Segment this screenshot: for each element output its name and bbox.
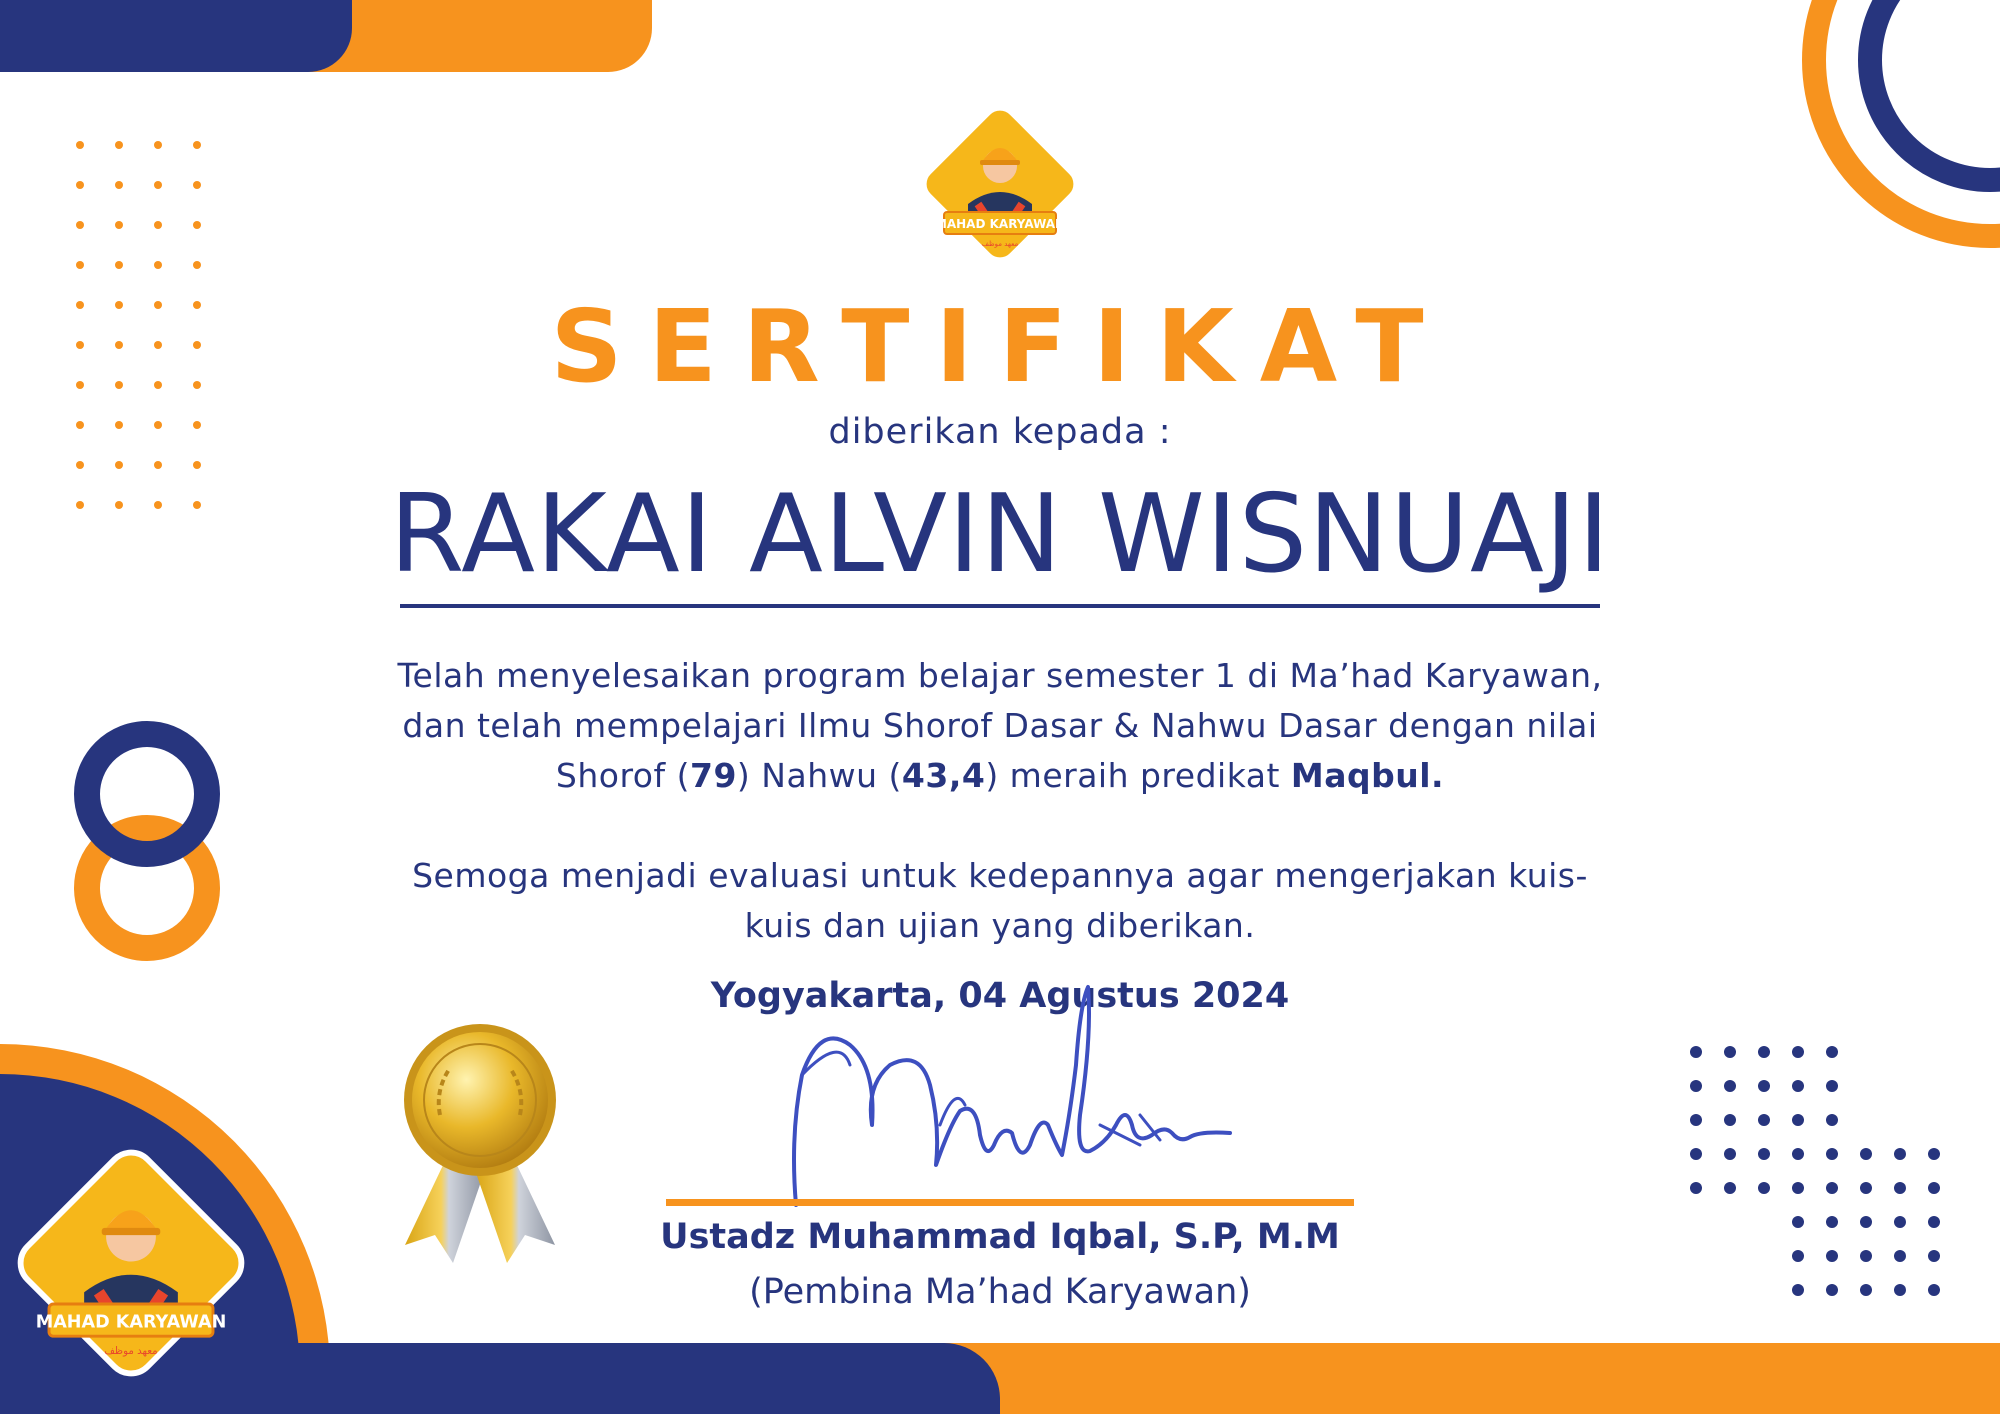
decor-dot (1758, 1148, 1770, 1160)
closing-paragraph (300, 851, 1700, 951)
decor-dot (154, 461, 162, 469)
decor-dot (115, 181, 123, 189)
decor-dot (1758, 1080, 1770, 1092)
body-line-2: dan telah mempelajari Ilmu Shorof Dasar & Nahwu Dasar dengan nilai (402, 706, 1598, 745)
decor-dot (193, 181, 201, 189)
decor-dot (1792, 1080, 1804, 1092)
signer-role: (Pembina Ma’had Karyawan) (749, 1272, 1251, 1312)
decor-dot (154, 221, 162, 229)
decor-dot (1758, 1046, 1770, 1058)
left-linked-rings (60, 710, 230, 980)
shorof-score: 79 (689, 756, 737, 795)
issue-date: Yogyakarta, 04 Agustus 2024 (710, 976, 1290, 1016)
logo-arabic-text: معهد موظف (104, 1344, 158, 1357)
body-line-3: Shorof (79) Nahwu (43,4) meraih predikat Maqbul. (555, 756, 1445, 795)
predicate: Maqbul. (1290, 756, 1445, 795)
decor-dot (1826, 1148, 1838, 1160)
decor-dot (154, 261, 162, 269)
bottom-orange-bar (920, 1343, 2000, 1414)
decor-dot (1690, 1148, 1702, 1160)
decor-dot (154, 141, 162, 149)
decor-dot (1826, 1080, 1838, 1092)
decor-dot (1792, 1182, 1804, 1194)
closing-line-2: kuis dan ujian yang diberikan. (744, 906, 1256, 945)
decor-dot (76, 181, 84, 189)
logo-banner-text: MAHAD KARYAWAN (35, 1312, 227, 1333)
mahad-karyawan-logo-top (916, 100, 1084, 268)
closing-line-1: Semoga menjadi evaluasi untuk kedepannya agar mengerjakan kuis- (412, 856, 1588, 895)
decor-dot (115, 461, 123, 469)
decor-dot (1758, 1182, 1770, 1194)
decor-dot (76, 141, 84, 149)
decor-dot (193, 141, 201, 149)
decor-dot (1724, 1114, 1736, 1126)
mahad-karyawan-logo-bottom (8, 1140, 254, 1386)
body-paragraph (300, 651, 1700, 801)
decor-dot (154, 181, 162, 189)
decor-dot (1826, 1182, 1838, 1194)
decor-dot (1826, 1046, 1838, 1058)
decor-dot (1792, 1148, 1804, 1160)
right-dot-grid (1680, 1040, 1960, 1310)
certificate-title: SERTIFIKAT (550, 288, 1450, 405)
decor-dot (1894, 1148, 1906, 1160)
decor-dot (193, 261, 201, 269)
decor-dot (1758, 1114, 1770, 1126)
handwritten-signature (780, 975, 1250, 1215)
nahwu-score: 43,4 (901, 756, 986, 795)
decor-dot (1724, 1148, 1736, 1160)
decor-dot (1724, 1046, 1736, 1058)
decor-dot (1860, 1148, 1872, 1160)
decor-dot (115, 261, 123, 269)
top-left-navy-bar (0, 0, 352, 72)
decor-dot (1928, 1148, 1940, 1160)
body-line-1: Telah menyelesaikan program belajar semester 1 di Ma’had Karyawan, (397, 656, 1603, 695)
certificate-subtitle: diberikan kepada : (828, 412, 1172, 452)
decor-dot (1792, 1114, 1804, 1126)
decor-dot (193, 221, 201, 229)
decor-dot (1826, 1114, 1838, 1126)
decor-dot (1690, 1114, 1702, 1126)
decor-dot (115, 141, 123, 149)
decor-dot (1894, 1182, 1906, 1194)
decor-dot (1928, 1182, 1940, 1194)
decor-dot (1690, 1182, 1702, 1194)
recipient-underline (400, 604, 1600, 608)
signer-name: Ustadz Muhammad Iqbal, S.P, M.M (660, 1217, 1340, 1257)
decor-dot (1860, 1182, 1872, 1194)
decor-dot (1724, 1182, 1736, 1194)
signature-line (666, 1199, 1354, 1206)
logo-banner-text: MAHAD KARYAWAN (934, 217, 1066, 231)
recipient-name: RAKAI ALVIN WISNUAJI (389, 472, 1611, 597)
decor-dot (76, 461, 84, 469)
decor-dot (1690, 1080, 1702, 1092)
decor-dot (193, 461, 201, 469)
logo-arabic-text: معهد موظف (981, 240, 1019, 248)
decor-dot (76, 261, 84, 269)
decor-dot (1724, 1080, 1736, 1092)
decor-dot (115, 221, 123, 229)
decor-dot (1792, 1046, 1804, 1058)
decor-dot (76, 221, 84, 229)
top-right-rings (1700, 0, 2000, 260)
decor-dot (1690, 1046, 1702, 1058)
